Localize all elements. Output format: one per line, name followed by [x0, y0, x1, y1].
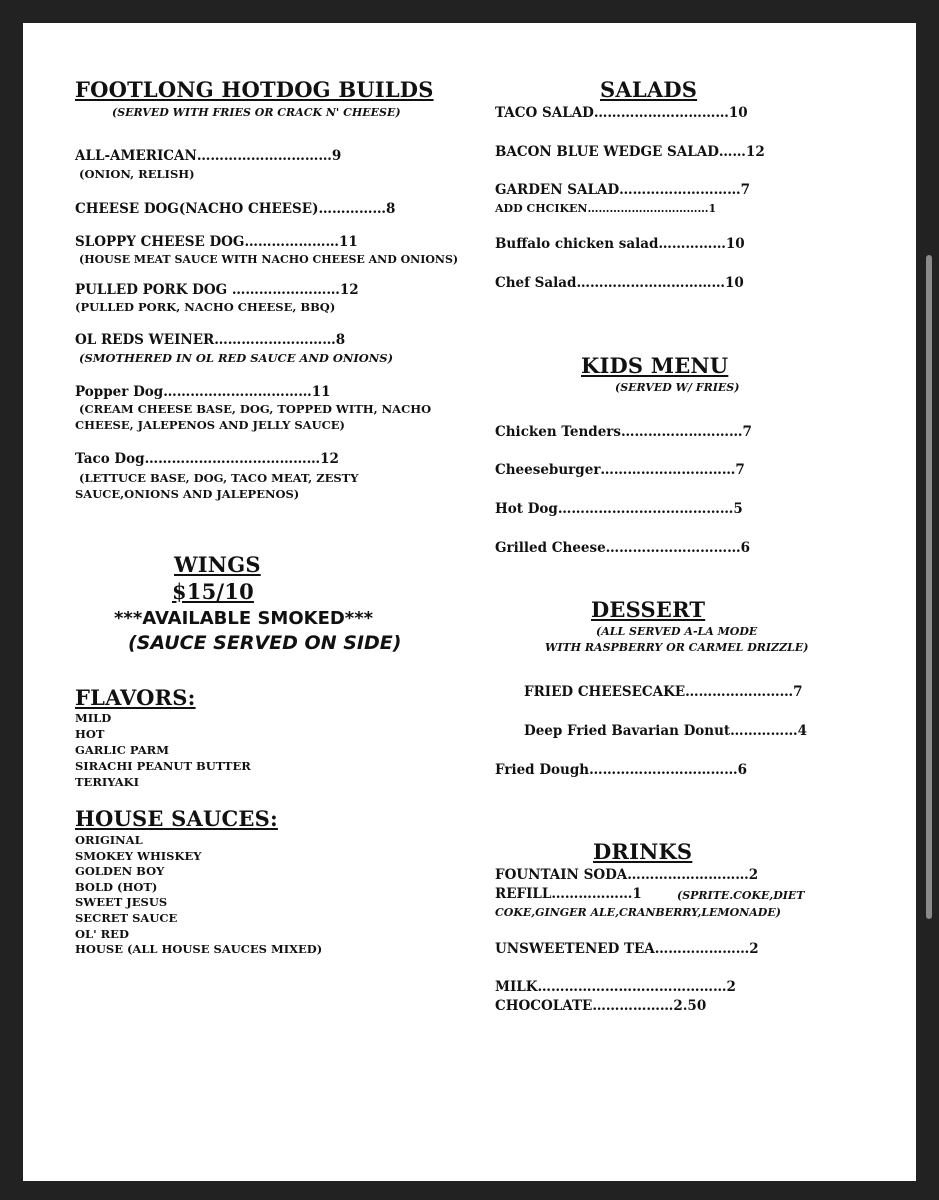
flavor-item: HOT	[75, 727, 105, 741]
dessert-subtitle: (ALL SERVED A-LA MODE	[596, 625, 758, 638]
menu-item-ol-reds-weiner: OL REDS WEINER………………………8	[75, 332, 346, 348]
menu-item-fried-dough: Fried Dough……………………………6	[495, 762, 747, 778]
menu-page	[23, 23, 916, 1181]
menu-item-chicken-tenders: Chicken Tenders………………………7	[495, 424, 752, 440]
menu-item-milk: MILK……………………………………2	[495, 979, 736, 995]
sauce-item: BOLD (HOT)	[75, 880, 158, 894]
refill-note: (SPRITE.COKE,DIET	[677, 889, 805, 902]
menu-item-bacon-blue-wedge: BACON BLUE WEDGE SALAD……12	[495, 144, 765, 160]
menu-item-buffalo-salad: Buffalo chicken salad……………10	[495, 236, 745, 252]
menu-item-pulled-pork-dog: PULLED PORK DOG ……………………12	[75, 282, 359, 298]
house-sauces-title: HOUSE SAUCES:	[75, 806, 278, 831]
menu-item-desc: (HOUSE MEAT SAUCE WITH NACHO CHEESE AND ONIONS)	[79, 253, 459, 266]
menu-item-chocolate-milk: CHOCOLATE………………2.50	[495, 998, 707, 1014]
refill-note: COKE,GINGER ALE,CRANBERRY,LEMONADE)	[495, 906, 781, 919]
menu-item-garden-salad: GARDEN SALAD………………………7	[495, 182, 751, 198]
menu-item-desc: (CREAM CHEESE BASE, DOG, TOPPED WITH, NACHO	[79, 402, 432, 416]
flavor-item: MILD	[75, 711, 112, 725]
menu-item-desc: (ONION, RELISH)	[79, 167, 195, 181]
sauce-item: SECRET SAUCE	[75, 911, 178, 925]
menu-item-sloppy-cheese-dog: SLOPPY CHEESE DOG…………………11	[75, 234, 358, 250]
sauce-item: HOUSE (ALL HOUSE SAUCES MIXED)	[75, 942, 323, 956]
menu-item-desc: SAUCE,ONIONS AND JALEPENOS)	[75, 487, 300, 501]
flavors-title: FLAVORS:	[75, 685, 196, 710]
menu-item-desc: (PULLED PORK, NACHO CHEESE, BBQ)	[75, 300, 336, 314]
menu-item-hot-dog: Hot Dog…………………………………5	[495, 501, 743, 517]
menu-item-popper-dog: Popper Dog……………………………11	[75, 384, 331, 400]
wings-sauce-note: (SAUCE SERVED ON SIDE)	[128, 632, 402, 654]
menu-item-fountain-soda: FOUNTAIN SODA………………………2	[495, 867, 759, 883]
menu-item-all-american: ALL-AMERICAN…………………………9	[75, 148, 342, 164]
sauce-item: GOLDEN BOY	[75, 864, 165, 878]
menu-item-taco-dog: Taco Dog…………………………………12	[75, 451, 339, 467]
drinks-title: DRINKS	[593, 839, 693, 864]
dessert-subtitle: WITH RASPBERRY OR CARMEL DRIZZLE)	[545, 641, 809, 654]
wings-title: WINGS	[174, 552, 261, 577]
salads-title: SALADS	[600, 77, 698, 102]
menu-item-taco-salad: TACO SALAD…………………………10	[495, 105, 748, 121]
vertical-scrollbar[interactable]	[926, 255, 932, 919]
sauce-item: SMOKEY WHISKEY	[75, 849, 202, 863]
kids-menu-subtitle: (SERVED W/ FRIES)	[615, 381, 740, 394]
menu-item-desc: (LETTUCE BASE, DOG, TACO MEAT, ZESTY	[79, 471, 359, 485]
flavor-item: GARLIC PARM	[75, 743, 169, 757]
menu-item-addon: ADD CHCIKEN……………………………1	[495, 202, 717, 215]
menu-item-refill: REFILL………………1	[495, 886, 642, 902]
hotdog-section-title: FOOTLONG HOTDOG BUILDS	[75, 77, 434, 102]
menu-item-cheese-dog: CHEESE DOG(NACHO CHEESE)……………8	[75, 201, 396, 217]
wings-smoked-note: ***AVAILABLE SMOKED***	[114, 608, 374, 629]
kids-menu-title: KIDS MENU	[581, 353, 729, 378]
menu-item-unsweetened-tea: UNSWEETENED TEA…………………2	[495, 941, 759, 957]
sauce-item: SWEET JESUS	[75, 895, 168, 909]
hotdog-section-subtitle: (SERVED WITH FRIES OR CRACK N' CHEESE)	[112, 106, 401, 119]
flavor-item: TERIYAKI	[75, 775, 140, 789]
menu-item-fried-cheesecake: FRIED CHEESECAKE……………………7	[524, 684, 803, 700]
flavor-item: SIRACHI PEANUT BUTTER	[75, 759, 251, 773]
sauce-item: ORIGINAL	[75, 833, 143, 847]
menu-item-cheeseburger: Cheeseburger…………………………7	[495, 462, 745, 478]
sauce-item: OL' RED	[75, 927, 129, 941]
menu-item-chef-salad: Chef Salad……………………………10	[495, 275, 744, 291]
menu-item-desc: CHEESE, JALEPENOS AND JELLY SAUCE)	[75, 418, 345, 432]
menu-item-bavarian-donut: Deep Fried Bavarian Donut……………4	[524, 723, 808, 739]
menu-item-desc: (SMOTHERED IN OL RED SAUCE AND ONIONS)	[79, 351, 394, 365]
dessert-title: DESSERT	[591, 597, 706, 622]
wings-price: $15/10	[172, 579, 254, 604]
menu-item-grilled-cheese: Grilled Cheese…………………………6	[495, 540, 751, 556]
